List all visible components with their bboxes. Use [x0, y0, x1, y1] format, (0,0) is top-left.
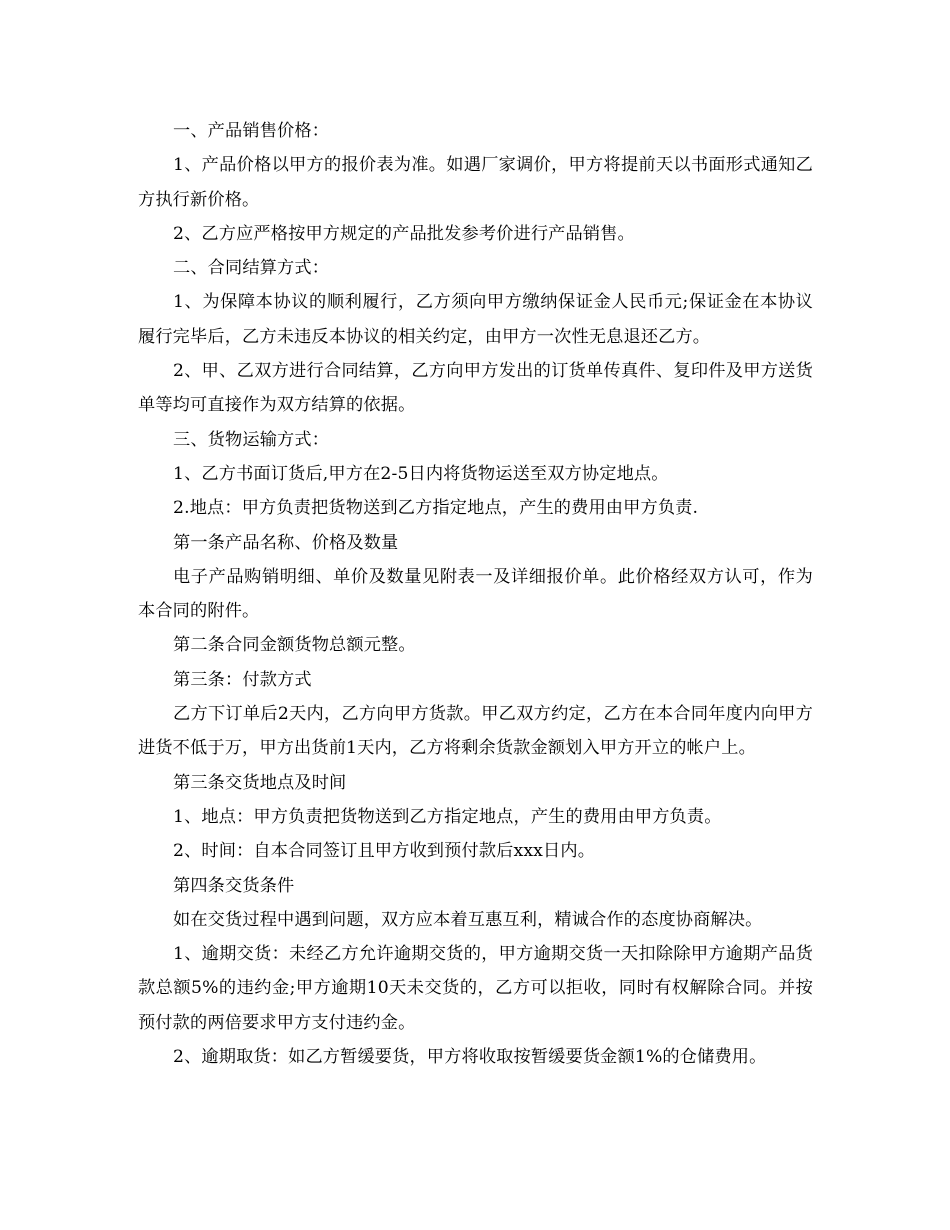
article-heading-3-delivery: 第三条交货地点及时间	[173, 772, 347, 793]
article-heading-4: 第四条交货条件	[173, 875, 295, 896]
paragraph: 1、为保障本协议的顺利履行，乙方须向甲方缴纳保证金人民币元;保证金在本协议履行完毕后，乙方未违反本协议的相关约定，由甲方一次性无息退还乙方。	[138, 292, 813, 347]
paragraph: 1、地点：甲方负责把货物送到乙方指定地点，产生的费用由甲方负责。	[173, 806, 722, 827]
paragraph: 1、逾期交货：未经乙方允许逾期交货的，甲方逾期交货一天扣除除甲方逾期产品货款总额5%的违约金;甲方逾期10天未交货的，乙方可以拒收，同时有权解除合同。并按预付款的两倍要求甲方支付违约金。	[138, 944, 813, 1033]
paragraph: 1、乙方书面订货后,甲方在2-5日内将货物运送至双方协定地点。	[173, 463, 669, 484]
paragraph: 乙方下订单后2天内，乙方向甲方货款。甲乙双方约定，乙方在本合同年度内向甲方进货不低于万，甲方出货前1天内，乙方将剩余货款金额划入甲方开立的帐户上。	[138, 704, 813, 759]
section-heading-settlement: 二、合同结算方式：	[173, 258, 330, 279]
section-heading-price: 一、产品销售价格：	[173, 121, 330, 141]
document-body	[138, 114, 813, 1074]
paragraph: 2、逾期取货：如乙方暂缓要货，甲方将收取按暂缓要货金额1%的仓储费用。	[173, 1047, 767, 1068]
paragraph: 2、甲、乙双方进行合同结算，乙方向甲方发出的订货单传真件、复印件及甲方送货单等均可直接作为双方结算的依据。	[138, 361, 813, 416]
paragraph: 2.地点：甲方负责把货物送到乙方指定地点，产生的费用由甲方负责.	[173, 498, 699, 519]
paragraph: 1、产品价格以甲方的报价表为准。如遇厂家调价，甲方将提前天以书面形式通知乙方执行新价格。	[138, 155, 813, 210]
article-heading-1: 第一条产品名称、价格及数量	[173, 532, 399, 553]
paragraph: 2、时间：自本合同签订且甲方收到预付款后xxx日内。	[173, 841, 596, 862]
paragraph: 电子产品购销明细、单价及数量见附表一及详细报价单。此价格经双方认可，作为本合同的附件。	[138, 566, 813, 622]
paragraph: 如在交货过程中遇到问题，双方应本着互惠互利，精诚合作的态度协商解决。	[173, 909, 763, 930]
section-heading-transport: 三、货物运输方式：	[173, 429, 330, 450]
article-heading-3-payment: 第三条：付款方式	[173, 669, 312, 690]
article-heading-2: 第二条合同金额货物总额元整。	[173, 635, 416, 656]
paragraph: 2、乙方应严格按甲方规定的产品批发参考价进行产品销售。	[173, 223, 635, 244]
